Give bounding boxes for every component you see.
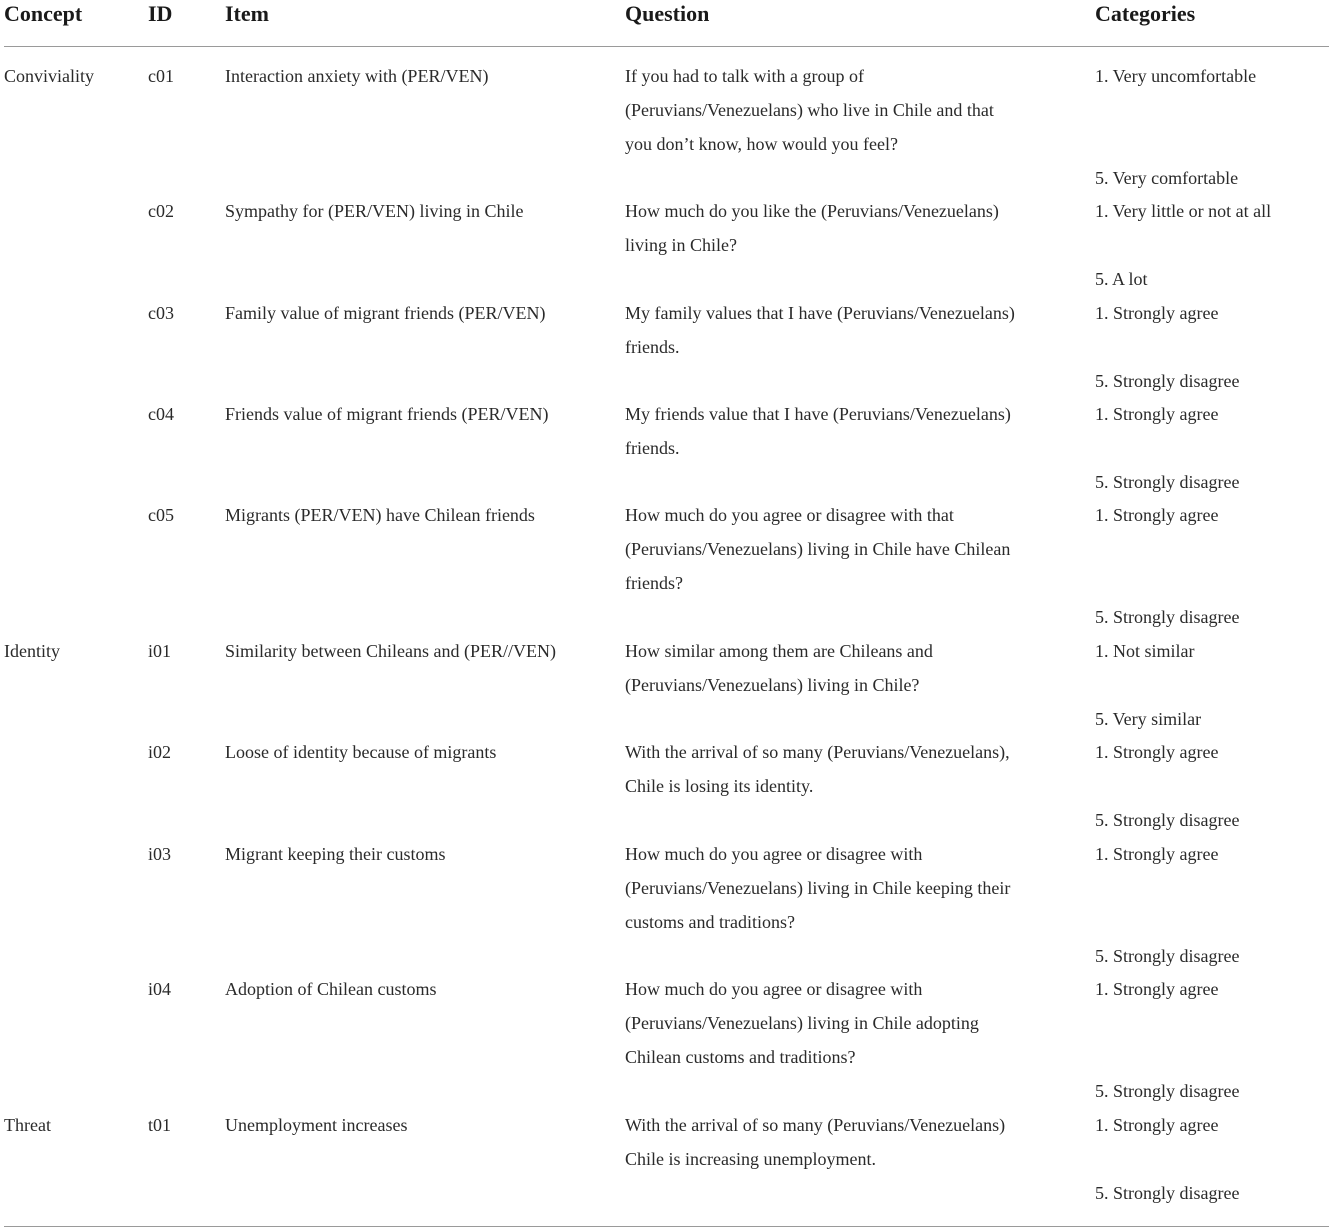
question-line: Chile is losing its identity. xyxy=(625,776,814,796)
id-cell: c03 xyxy=(148,303,174,323)
question-line: (Peruvians/Venezuelans) who live in Chile and that xyxy=(625,100,994,120)
item-cell: Sympathy for (PER/VEN) living in Chile xyxy=(225,201,524,221)
question-line: My family values that I have (Peruvians/Venezuelans) xyxy=(625,303,1015,323)
category-first: 1. Strongly agree xyxy=(1095,1115,1219,1135)
header-id: ID xyxy=(148,1,173,26)
question-line: Chile is increasing unemployment. xyxy=(625,1149,876,1169)
category-first: 1. Strongly agree xyxy=(1095,505,1219,525)
question-line: With the arrival of so many (Peruvians/Venezuelans) xyxy=(625,1115,1006,1135)
concept-cell: Conviviality xyxy=(4,66,94,86)
id-cell: i01 xyxy=(148,641,172,661)
concept-cell: Threat xyxy=(4,1115,51,1135)
question-line: How similar among them are Chileans and xyxy=(625,641,933,661)
question-line: How much do you agree or disagree with xyxy=(625,979,923,999)
question-line: living in Chile? xyxy=(625,235,737,255)
category-first: 1. Very uncomfortable xyxy=(1095,66,1257,86)
id-cell: c04 xyxy=(148,404,174,424)
category-first: 1. Strongly agree xyxy=(1095,979,1219,999)
id-cell: i04 xyxy=(148,979,172,999)
id-cell: i03 xyxy=(148,844,172,864)
item-cell: Unemployment increases xyxy=(225,1115,408,1135)
category-first: 1. Strongly agree xyxy=(1095,303,1219,323)
category-first: 1. Strongly agree xyxy=(1095,844,1219,864)
id-cell: c01 xyxy=(148,66,174,86)
concept-cell: Identity xyxy=(4,641,60,661)
id-cell: i02 xyxy=(148,742,172,762)
category-first: 1. Strongly agree xyxy=(1095,742,1219,762)
item-cell: Adoption of Chilean customs xyxy=(225,979,437,999)
question-line: (Peruvians/Venezuelans) living in Chile keeping their xyxy=(625,878,1011,898)
category-last: 5. Very similar xyxy=(1095,709,1202,729)
item-cell: Migrant keeping their customs xyxy=(225,844,446,864)
question-line: With the arrival of so many (Peruvians/Venezuelans), xyxy=(625,742,1010,762)
question-line: you don’t know, how would you feel? xyxy=(625,134,898,154)
header-question: Question xyxy=(625,1,710,26)
question-line: (Peruvians/Venezuelans) living in Chile have Chilean xyxy=(625,539,1011,559)
question-line: If you had to talk with a group of xyxy=(625,66,864,86)
question-line: customs and traditions? xyxy=(625,912,795,932)
question-line: How much do you agree or disagree with that xyxy=(625,505,954,525)
category-last: 5. Strongly disagree xyxy=(1095,1081,1240,1101)
item-cell: Family value of migrant friends (PER/VEN) xyxy=(225,303,546,323)
category-last: 5. Very comfortable xyxy=(1095,168,1239,188)
category-first: 1. Strongly agree xyxy=(1095,404,1219,424)
category-last: 5. Strongly disagree xyxy=(1095,946,1240,966)
item-cell: Interaction anxiety with (PER/VEN) xyxy=(225,66,489,86)
question-line: friends? xyxy=(625,573,683,593)
id-cell: c02 xyxy=(148,201,174,221)
question-line: How much do you like the (Peruvians/Venezuelans) xyxy=(625,201,999,221)
question-line: friends. xyxy=(625,438,680,458)
item-cell: Loose of identity because of migrants xyxy=(225,742,497,762)
category-first: 1. Not similar xyxy=(1095,641,1195,661)
id-cell: c05 xyxy=(148,505,174,525)
question-line: friends. xyxy=(625,337,680,357)
item-cell: Friends value of migrant friends (PER/VEN) xyxy=(225,404,549,424)
item-cell: Similarity between Chileans and (PER//VEN) xyxy=(225,641,556,661)
header-concept: Concept xyxy=(4,1,83,26)
header-rule xyxy=(4,46,1329,47)
category-last: 5. Strongly disagree xyxy=(1095,1183,1240,1203)
category-last: 5. Strongly disagree xyxy=(1095,371,1240,391)
header-categories: Categories xyxy=(1095,1,1196,26)
category-last: 5. Strongly disagree xyxy=(1095,472,1240,492)
question-line: Chilean customs and traditions? xyxy=(625,1047,856,1067)
category-last: 5. A lot xyxy=(1095,269,1148,289)
question-line: (Peruvians/Venezuelans) living in Chile adopting xyxy=(625,1013,979,1033)
question-line: (Peruvians/Venezuelans) living in Chile? xyxy=(625,675,920,695)
bottom-rule xyxy=(4,1226,1329,1227)
question-line: My friends value that I have (Peruvians/Venezuelans) xyxy=(625,404,1011,424)
id-cell: t01 xyxy=(148,1115,172,1135)
category-last: 5. Strongly disagree xyxy=(1095,607,1240,627)
category-last: 5. Strongly disagree xyxy=(1095,810,1240,830)
header-item: Item xyxy=(225,1,269,26)
item-cell: Migrants (PER/VEN) have Chilean friends xyxy=(225,505,535,525)
question-line: How much do you agree or disagree with xyxy=(625,844,923,864)
category-first: 1. Very little or not at all xyxy=(1095,201,1272,221)
